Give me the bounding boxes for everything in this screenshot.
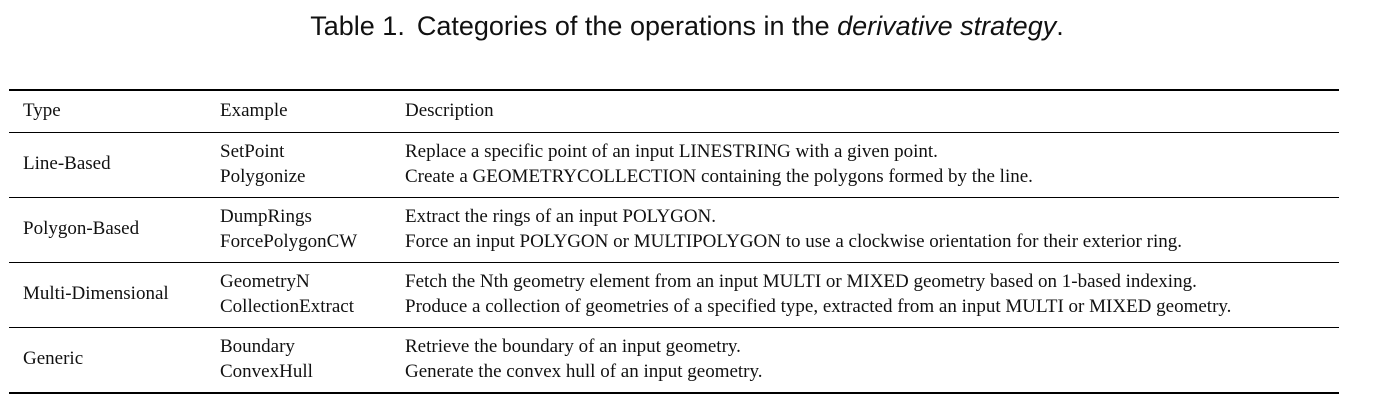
row-type: Multi-Dimensional <box>23 283 169 305</box>
caption-number: Table 1. <box>310 11 405 41</box>
example-name: SetPoint <box>220 141 285 162</box>
header-type: Type <box>23 100 61 122</box>
row-examples <box>220 328 405 394</box>
header-description: Description <box>405 100 494 122</box>
row-examples <box>220 198 405 263</box>
table-row <box>9 133 1339 198</box>
row-descriptions <box>405 263 1339 328</box>
row-type: Line-Based <box>23 153 111 175</box>
caption-text: Categories of the operations in the <box>416 11 830 41</box>
example-name: Polygonize <box>220 165 306 187</box>
row-examples <box>220 263 405 328</box>
header-example: Example <box>220 100 288 122</box>
description-text: Fetch the Nth geometry element from an input MULTI or MIXED geometry based on 1-based indexing. <box>405 271 1197 292</box>
operations-table <box>9 89 1339 394</box>
example-name: GeometryN <box>220 271 310 292</box>
row-descriptions <box>405 133 1339 198</box>
description-text: Produce a collection of geometries of a specified type, extracted from an input MULTI or MIXED geometry. <box>405 295 1232 317</box>
description-text: Extract the rings of an input POLYGON. <box>405 206 717 227</box>
row-type: Polygon-Based <box>23 218 140 240</box>
table-row <box>9 198 1339 263</box>
example-name: CollectionExtract <box>220 295 355 317</box>
table-caption <box>0 8 1374 44</box>
example-name: ConvexHull <box>220 360 313 382</box>
description-text: Retrieve the boundary of an input geometry. <box>405 336 741 357</box>
row-descriptions <box>405 328 1339 394</box>
row-examples <box>220 133 405 198</box>
table-row <box>9 263 1339 328</box>
table-header-row <box>9 90 1339 133</box>
description-text: Replace a specific point of an input LINESTRING with a given point. <box>405 141 938 162</box>
example-name: ForcePolygonCW <box>220 230 358 252</box>
table-row <box>9 328 1339 394</box>
caption-end: . <box>1056 11 1064 41</box>
example-name: DumpRings <box>220 206 312 227</box>
row-descriptions <box>405 198 1339 263</box>
description-text: Force an input POLYGON or MULTIPOLYGON to use a clockwise orientation for their exterior ring. <box>405 230 1182 252</box>
description-text: Generate the convex hull of an input geometry. <box>405 360 763 382</box>
caption-emphasis: derivative strategy <box>837 11 1057 41</box>
description-text: Create a GEOMETRYCOLLECTION containing the polygons formed by the line. <box>405 165 1033 187</box>
row-type: Generic <box>23 348 84 370</box>
example-name: Boundary <box>220 336 295 357</box>
